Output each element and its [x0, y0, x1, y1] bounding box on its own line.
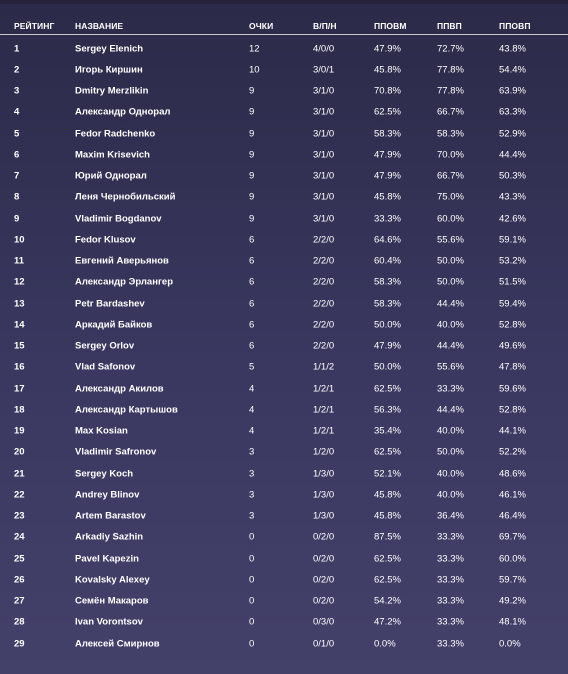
cell-name: Sergey Elenich: [75, 43, 144, 55]
cell-ppovp: 59.7%: [499, 574, 526, 586]
cell-ppovp: 54.4%: [499, 64, 526, 76]
cell-ppvp: 44.4%: [437, 298, 464, 310]
cell-rank: 11: [14, 255, 25, 267]
cell-name: Sergey Koch: [75, 468, 134, 480]
header-ppovp[interactable]: ППОВП: [499, 21, 531, 31]
cell-wld: 1/3/0: [313, 468, 335, 480]
cell-ppvp: 40.0%: [437, 468, 464, 480]
cell-ppvp: 33.3%: [437, 638, 464, 650]
cell-name: Александр Картышов: [75, 404, 178, 416]
cell-rank: 27: [14, 595, 25, 607]
cell-ppvp: 50.0%: [437, 255, 464, 267]
table-row[interactable]: [0, 166, 568, 187]
cell-points: 0: [249, 553, 255, 565]
table-row[interactable]: [0, 484, 568, 505]
cell-ppvp: 70.0%: [437, 149, 464, 161]
cell-rank: 1: [14, 43, 20, 55]
cell-name: Pavel Kapezin: [75, 553, 139, 565]
cell-ppovm: 50.0%: [374, 361, 401, 373]
cell-ppovp: 59.4%: [499, 298, 526, 310]
cell-ppvp: 36.4%: [437, 510, 464, 522]
cell-ppvp: 40.0%: [437, 319, 464, 331]
cell-ppovp: 52.8%: [499, 404, 526, 416]
table-row[interactable]: [0, 251, 568, 272]
cell-points: 9: [249, 149, 255, 161]
cell-rank: 28: [14, 616, 25, 628]
table-row[interactable]: [0, 506, 568, 527]
cell-ppvp: 50.0%: [437, 446, 464, 458]
table-row[interactable]: [0, 293, 568, 314]
cell-ppovm: 70.8%: [374, 85, 401, 97]
cell-wld: 3/0/1: [313, 64, 335, 76]
cell-ppvp: 55.6%: [437, 234, 464, 246]
cell-ppovp: 49.2%: [499, 595, 526, 607]
cell-ppovp: 69.7%: [499, 531, 526, 543]
cell-ppovp: 44.4%: [499, 149, 526, 161]
cell-name: Алексей Смирнов: [75, 638, 160, 650]
cell-wld: 0/2/0: [313, 595, 335, 607]
header-ppvp[interactable]: ППВП: [437, 21, 462, 31]
cell-name: Artem Barastov: [75, 510, 146, 522]
table-row[interactable]: [0, 612, 568, 633]
cell-ppovp: 42.6%: [499, 213, 526, 225]
cell-rank: 23: [14, 510, 25, 522]
cell-ppovp: 63.3%: [499, 106, 526, 118]
cell-ppvp: 66.7%: [437, 170, 464, 182]
cell-points: 9: [249, 170, 255, 182]
cell-points: 5: [249, 361, 255, 373]
cell-name: Vladimir Safronov: [75, 446, 157, 458]
cell-rank: 4: [14, 106, 20, 118]
cell-points: 0: [249, 574, 255, 586]
cell-rank: 3: [14, 85, 20, 97]
table-row[interactable]: [0, 187, 568, 208]
cell-name: Игорь Киршин: [75, 64, 143, 76]
cell-rank: 19: [14, 425, 25, 437]
table-row[interactable]: [0, 144, 568, 165]
cell-name: Евгений Аверьянов: [75, 255, 169, 267]
cell-name: Александр Однорал: [75, 106, 171, 118]
cell-ppovm: 45.8%: [374, 489, 401, 501]
table-row[interactable]: [0, 357, 568, 378]
cell-points: 3: [249, 446, 255, 458]
cell-ppovp: 0.0%: [499, 638, 521, 650]
cell-ppovm: 62.5%: [374, 553, 401, 565]
cell-ppvp: 33.3%: [437, 616, 464, 628]
cell-wld: 1/2/1: [313, 383, 335, 395]
cell-wld: 3/1/0: [313, 85, 335, 97]
table-row[interactable]: [0, 336, 568, 357]
cell-name: Max Kosian: [75, 425, 128, 437]
cell-rank: 7: [14, 170, 20, 182]
cell-wld: 4/0/0: [313, 43, 335, 55]
table-row[interactable]: [0, 102, 568, 123]
cell-name: Vladimir Bogdanov: [75, 213, 162, 225]
cell-rank: 16: [14, 361, 25, 373]
cell-wld: 3/1/0: [313, 213, 335, 225]
cell-ppovm: 62.5%: [374, 106, 401, 118]
cell-wld: 3/1/0: [313, 128, 335, 140]
table-row[interactable]: [0, 421, 568, 442]
table-row[interactable]: [0, 442, 568, 463]
header-ppovm[interactable]: ППОВМ: [374, 21, 407, 31]
cell-rank: 5: [14, 128, 20, 140]
cell-ppovp: 60.0%: [499, 553, 526, 565]
cell-ppvp: 55.6%: [437, 361, 464, 373]
cell-name: Юрий Однорал: [75, 170, 147, 182]
cell-ppvp: 58.3%: [437, 128, 464, 140]
cell-ppvp: 33.3%: [437, 595, 464, 607]
cell-name: Аркадий Байков: [75, 319, 153, 331]
cell-rank: 24: [14, 531, 25, 543]
header-points[interactable]: ОЧКИ: [249, 21, 274, 31]
cell-ppvp: 40.0%: [437, 489, 464, 501]
cell-ppovm: 47.9%: [374, 340, 401, 352]
cell-points: 12: [249, 43, 260, 55]
table-row[interactable]: [0, 399, 568, 420]
cell-points: 9: [249, 191, 255, 203]
table-body: [0, 35, 568, 654]
cell-rank: 29: [14, 638, 25, 650]
cell-name: Maxim Krisevich: [75, 149, 150, 161]
cell-wld: 0/2/0: [313, 574, 335, 586]
cell-ppvp: 33.3%: [437, 574, 464, 586]
cell-ppovp: 59.1%: [499, 234, 526, 246]
cell-name: Леня Чернобильский: [75, 191, 176, 203]
cell-points: 6: [249, 276, 255, 288]
cell-wld: 0/2/0: [313, 531, 335, 543]
cell-ppovp: 53.2%: [499, 255, 526, 267]
cell-name: Fedor Klusov: [75, 234, 136, 246]
cell-rank: 8: [14, 191, 20, 203]
table-header: [0, 10, 568, 35]
cell-wld: 3/1/0: [313, 149, 335, 161]
cell-ppvp: 40.0%: [437, 425, 464, 437]
cell-name: Александр Эрлангер: [75, 276, 174, 288]
cell-ppovp: 43.3%: [499, 191, 526, 203]
table-row[interactable]: [0, 81, 568, 102]
cell-ppovm: 52.1%: [374, 468, 401, 480]
table-row[interactable]: [0, 123, 568, 144]
header-wld[interactable]: В/П/Н: [313, 21, 337, 31]
cell-ppovm: 35.4%: [374, 425, 401, 437]
cell-name: Александр Акилов: [75, 383, 164, 395]
cell-ppovm: 54.2%: [374, 595, 401, 607]
cell-ppovp: 46.4%: [499, 510, 526, 522]
cell-rank: 26: [14, 574, 25, 586]
cell-name: Sergey Orlov: [75, 340, 135, 352]
table-row[interactable]: [0, 229, 568, 250]
cell-name: Dmitry Merzlikin: [75, 85, 149, 97]
cell-rank: 22: [14, 489, 25, 501]
cell-points: 0: [249, 531, 255, 543]
cell-ppovp: 63.9%: [499, 85, 526, 97]
cell-points: 6: [249, 340, 255, 352]
cell-points: 3: [249, 468, 255, 480]
cell-ppovm: 45.8%: [374, 64, 401, 76]
cell-ppovm: 87.5%: [374, 531, 401, 543]
cell-ppovm: 47.9%: [374, 43, 401, 55]
cell-points: 9: [249, 106, 255, 118]
table-row[interactable]: [0, 548, 568, 569]
standings-table: [0, 10, 568, 654]
cell-points: 4: [249, 425, 255, 437]
cell-ppovp: 48.6%: [499, 468, 526, 480]
cell-wld: 2/2/0: [313, 276, 335, 288]
cell-ppovm: 47.2%: [374, 616, 401, 628]
cell-ppvp: 33.3%: [437, 383, 464, 395]
cell-rank: 13: [14, 298, 25, 310]
cell-rank: 18: [14, 404, 25, 416]
cell-rank: 6: [14, 149, 20, 161]
cell-name: Arkadiy Sazhin: [75, 531, 144, 543]
cell-ppovp: 47.8%: [499, 361, 526, 373]
cell-ppovm: 56.3%: [374, 404, 401, 416]
cell-ppovm: 0.0%: [374, 638, 396, 650]
cell-ppvp: 77.8%: [437, 64, 464, 76]
cell-name: Fedor Radchenko: [75, 128, 156, 140]
cell-points: 10: [249, 64, 260, 76]
cell-points: 6: [249, 319, 255, 331]
cell-ppvp: 77.8%: [437, 85, 464, 97]
cell-wld: 1/1/2: [313, 361, 335, 373]
cell-ppovp: 44.1%: [499, 425, 526, 437]
cell-wld: 1/3/0: [313, 489, 335, 501]
header-rank[interactable]: РЕЙТИНГ: [14, 21, 55, 31]
table-row[interactable]: [0, 38, 568, 59]
cell-ppovm: 62.5%: [374, 446, 401, 458]
cell-wld: 3/1/0: [313, 170, 335, 182]
cell-ppovm: 58.3%: [374, 128, 401, 140]
table-row[interactable]: [0, 208, 568, 229]
cell-name: Ivan Vorontsov: [75, 616, 143, 628]
cell-points: 3: [249, 510, 255, 522]
cell-ppovp: 50.3%: [499, 170, 526, 182]
cell-rank: 12: [14, 276, 25, 288]
cell-wld: 2/2/0: [313, 298, 335, 310]
cell-rank: 10: [14, 234, 25, 246]
cell-wld: 1/2/0: [313, 446, 335, 458]
table-row[interactable]: [0, 59, 568, 80]
table-row[interactable]: [0, 378, 568, 399]
cell-ppovm: 64.6%: [374, 234, 401, 246]
cell-rank: 20: [14, 446, 25, 458]
cell-points: 0: [249, 616, 255, 628]
cell-wld: 1/3/0: [313, 510, 335, 522]
table-row[interactable]: [0, 314, 568, 335]
cell-points: 6: [249, 255, 255, 267]
cell-ppovp: 46.1%: [499, 489, 526, 501]
cell-points: 0: [249, 638, 255, 650]
cell-name: Andrey Blinov: [75, 489, 140, 501]
cell-wld: 2/2/0: [313, 234, 335, 246]
cell-points: 0: [249, 595, 255, 607]
cell-ppvp: 33.3%: [437, 553, 464, 565]
cell-wld: 2/2/0: [313, 340, 335, 352]
cell-wld: 3/1/0: [313, 191, 335, 203]
cell-ppvp: 72.7%: [437, 43, 464, 55]
cell-points: 9: [249, 85, 255, 97]
cell-ppovp: 52.8%: [499, 319, 526, 331]
cell-wld: 0/1/0: [313, 638, 335, 650]
cell-points: 6: [249, 298, 255, 310]
cell-name: Petr Bardashev: [75, 298, 145, 310]
cell-ppvp: 33.3%: [437, 531, 464, 543]
cell-ppvp: 75.0%: [437, 191, 464, 203]
cell-ppovp: 52.9%: [499, 128, 526, 140]
header-name[interactable]: НАЗВАНИЕ: [75, 21, 124, 31]
cell-ppovp: 59.6%: [499, 383, 526, 395]
cell-points: 3: [249, 489, 255, 501]
cell-wld: 3/1/0: [313, 106, 335, 118]
cell-points: 9: [249, 128, 255, 140]
cell-ppovp: 48.1%: [499, 616, 526, 628]
cell-ppovp: 51.5%: [499, 276, 526, 288]
table-row[interactable]: [0, 591, 568, 612]
cell-ppovm: 45.8%: [374, 191, 401, 203]
cell-ppvp: 50.0%: [437, 276, 464, 288]
cell-ppovm: 45.8%: [374, 510, 401, 522]
table-row[interactable]: [0, 272, 568, 293]
cell-rank: 17: [14, 383, 25, 395]
cell-wld: 1/2/1: [313, 404, 335, 416]
cell-wld: 2/2/0: [313, 255, 335, 267]
cell-ppvp: 60.0%: [437, 213, 464, 225]
top-bar: [0, 0, 568, 4]
cell-rank: 25: [14, 553, 25, 565]
cell-points: 4: [249, 404, 255, 416]
cell-rank: 2: [14, 64, 20, 76]
cell-name: Kovalsky Alexey: [75, 574, 150, 586]
cell-ppovm: 60.4%: [374, 255, 401, 267]
cell-wld: 2/2/0: [313, 319, 335, 331]
cell-wld: 1/2/1: [313, 425, 335, 437]
cell-ppvp: 44.4%: [437, 404, 464, 416]
cell-ppovm: 50.0%: [374, 319, 401, 331]
cell-ppovm: 33.3%: [374, 213, 401, 225]
cell-wld: 0/3/0: [313, 616, 335, 628]
cell-ppovm: 62.5%: [374, 574, 401, 586]
table-row[interactable]: [0, 569, 568, 590]
cell-rank: 21: [14, 468, 25, 480]
cell-ppovm: 58.3%: [374, 298, 401, 310]
cell-name: Vlad Safonov: [75, 361, 136, 373]
cell-rank: 14: [14, 319, 25, 331]
table-row[interactable]: [0, 527, 568, 548]
cell-ppovp: 49.6%: [499, 340, 526, 352]
table-row[interactable]: [0, 633, 568, 654]
cell-ppovm: 62.5%: [374, 383, 401, 395]
cell-wld: 0/2/0: [313, 553, 335, 565]
cell-ppovm: 47.9%: [374, 149, 401, 161]
cell-ppovp: 43.8%: [499, 43, 526, 55]
cell-ppvp: 66.7%: [437, 106, 464, 118]
cell-ppovp: 52.2%: [499, 446, 526, 458]
cell-ppovm: 47.9%: [374, 170, 401, 182]
cell-points: 4: [249, 383, 255, 395]
table-row[interactable]: [0, 463, 568, 484]
cell-rank: 15: [14, 340, 25, 352]
cell-points: 6: [249, 234, 255, 246]
cell-rank: 9: [14, 213, 20, 225]
cell-ppovm: 58.3%: [374, 276, 401, 288]
cell-points: 9: [249, 213, 255, 225]
cell-name: Семён Макаров: [75, 595, 149, 607]
cell-ppvp: 44.4%: [437, 340, 464, 352]
